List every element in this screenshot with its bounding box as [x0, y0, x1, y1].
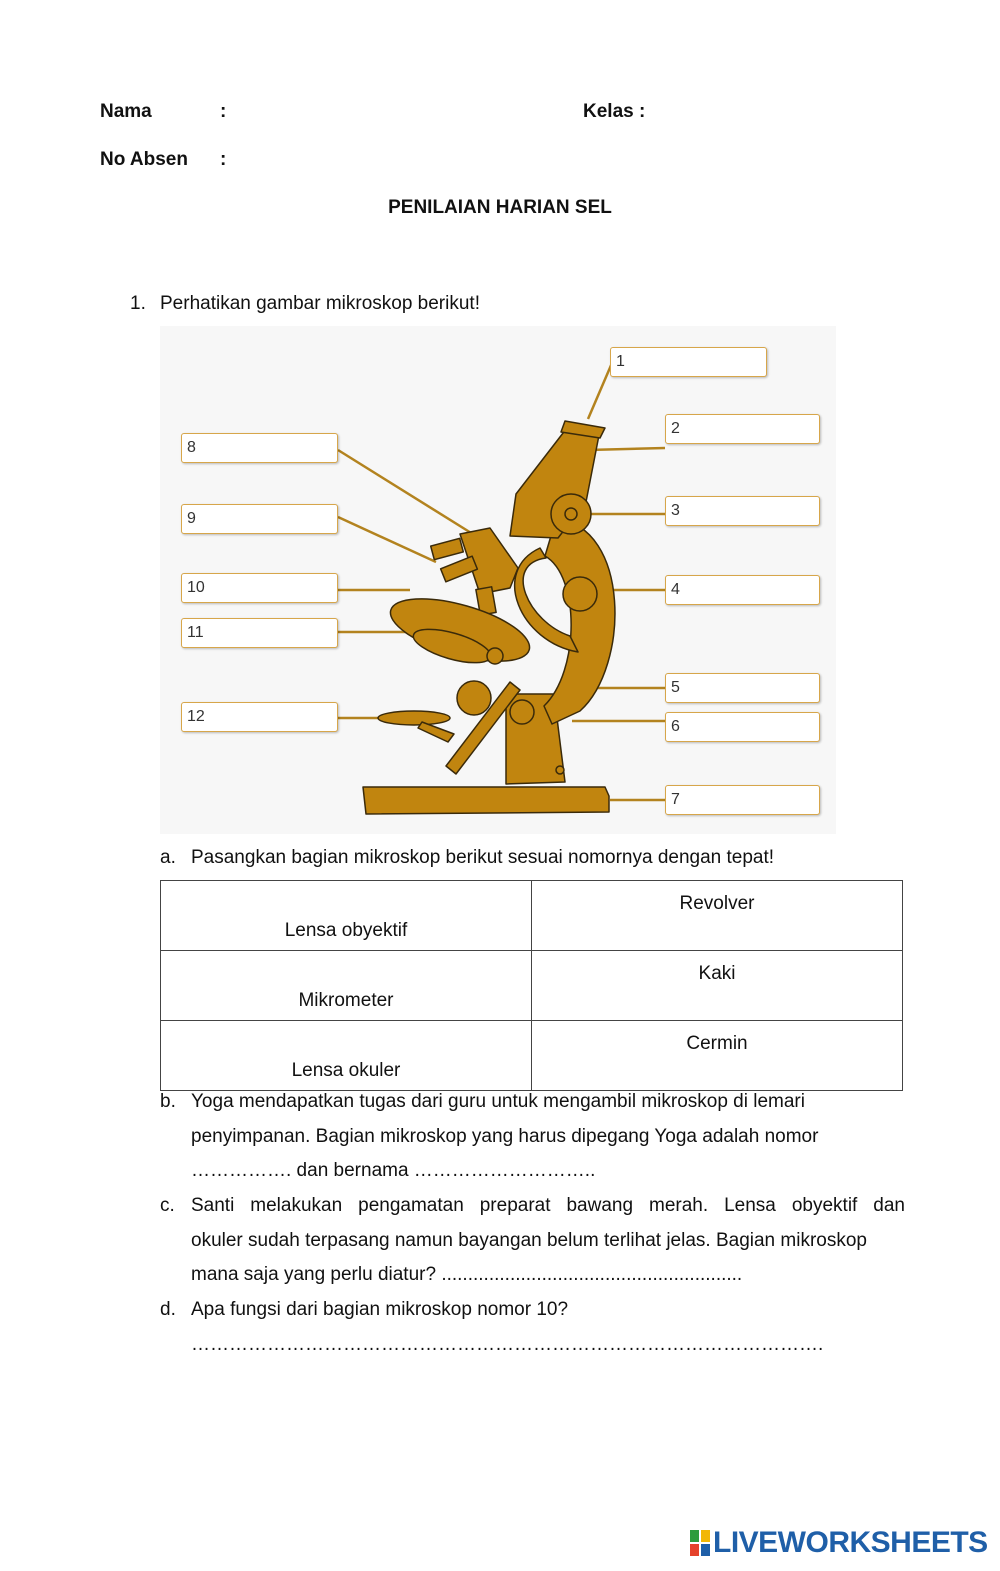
condenser-knob	[457, 681, 491, 715]
base-screw	[556, 766, 564, 774]
match-item-left[interactable]: Lensa okuler	[161, 1021, 532, 1091]
microscope-figure	[160, 326, 836, 834]
label-box-8[interactable]: 8	[181, 433, 338, 463]
part-c-line-2: okuler sudah terpasang namun bayangan belum terlihat jelas. Bagian mikroskop	[191, 1229, 867, 1251]
stage-knob	[487, 648, 503, 664]
table-row	[161, 1021, 903, 1091]
microscope-arm	[544, 519, 615, 724]
question-number: 1.	[130, 293, 146, 314]
no-absen-colon: :	[220, 149, 227, 170]
label-box-1[interactable]: 1	[610, 347, 767, 377]
pivot-joint	[510, 700, 534, 724]
label-box-10[interactable]: 10	[181, 573, 338, 603]
label-box-12[interactable]: 12	[181, 702, 338, 732]
match-item-right[interactable]: Cermin	[532, 1021, 903, 1091]
liveworksheets-logo	[690, 1527, 988, 1559]
match-item-left[interactable]: Lensa obyektif	[161, 881, 532, 951]
page-title: PENILAIAN HARIAN SEL	[388, 197, 612, 218]
nama-label: Nama	[100, 101, 152, 122]
liveworksheets-logo-icon	[690, 1530, 710, 1556]
no-absen-label: No Absen	[100, 149, 188, 170]
part-c-line-1: Santi melakukan pengamatan preparat bawang merah. Lensa obyektif dan	[191, 1195, 905, 1216]
match-item-right[interactable]: Kaki	[532, 951, 903, 1021]
objective-1	[431, 538, 464, 559]
matching-table	[160, 880, 903, 1091]
fine-knob	[563, 577, 597, 611]
mirror	[378, 711, 450, 725]
mirror-holder	[418, 722, 454, 742]
part-b-line-2: penyimpanan. Bagian mikroskop yang harus dipegang Yoga adalah nomor	[191, 1125, 819, 1147]
label-box-11[interactable]: 11	[181, 618, 338, 648]
label-box-6[interactable]: 6	[665, 712, 820, 742]
label-box-9[interactable]: 9	[181, 504, 338, 534]
label-box-7[interactable]: 7	[665, 785, 820, 815]
microscope-base	[363, 787, 609, 814]
label-box-4[interactable]: 4	[665, 575, 820, 605]
kelas-label: Kelas :	[583, 101, 646, 122]
part-c-marker: c.	[160, 1195, 175, 1216]
part-c-line-3[interactable]: mana saja yang perlu diatur? .........................................................	[191, 1264, 743, 1285]
microscope-body	[363, 421, 615, 814]
label-box-2[interactable]: 2	[665, 414, 820, 444]
question-text: Perhatikan gambar mikroskop berikut!	[160, 293, 480, 314]
nama-colon: :	[220, 101, 227, 122]
part-d	[160, 1293, 905, 1362]
table-row	[161, 951, 903, 1021]
part-d-line-2[interactable]: ……………………………………………………………………………………….	[191, 1333, 824, 1355]
part-b-line-3[interactable]: ……………. dan bernama ………………………..	[191, 1160, 596, 1181]
part-d-marker: d.	[160, 1299, 176, 1320]
brand-wordmark: LIVEWORKSHEETS	[713, 1526, 988, 1559]
part-a-marker: a.	[160, 847, 176, 868]
part-b-line-1: Yoga mendapatkan tugas dari guru untuk mengambil mikroskop di lemari	[191, 1091, 805, 1112]
objective-2	[441, 556, 478, 582]
label-box-5[interactable]: 5	[665, 673, 820, 703]
match-item-right[interactable]: Revolver	[532, 881, 903, 951]
label-box-3[interactable]: 3	[665, 496, 820, 526]
part-b-marker: b.	[160, 1091, 176, 1112]
coarse-knob-center	[565, 508, 577, 520]
part-a-text: Pasangkan bagian mikroskop berikut sesuai nomornya dengan tepat!	[191, 847, 775, 868]
table-row	[161, 881, 903, 951]
match-item-left[interactable]: Mikrometer	[161, 951, 532, 1021]
part-d-line-1: Apa fungsi dari bagian mikroskop nomor 10?	[191, 1299, 569, 1320]
part-c	[160, 1189, 905, 1293]
part-b	[160, 1085, 905, 1189]
